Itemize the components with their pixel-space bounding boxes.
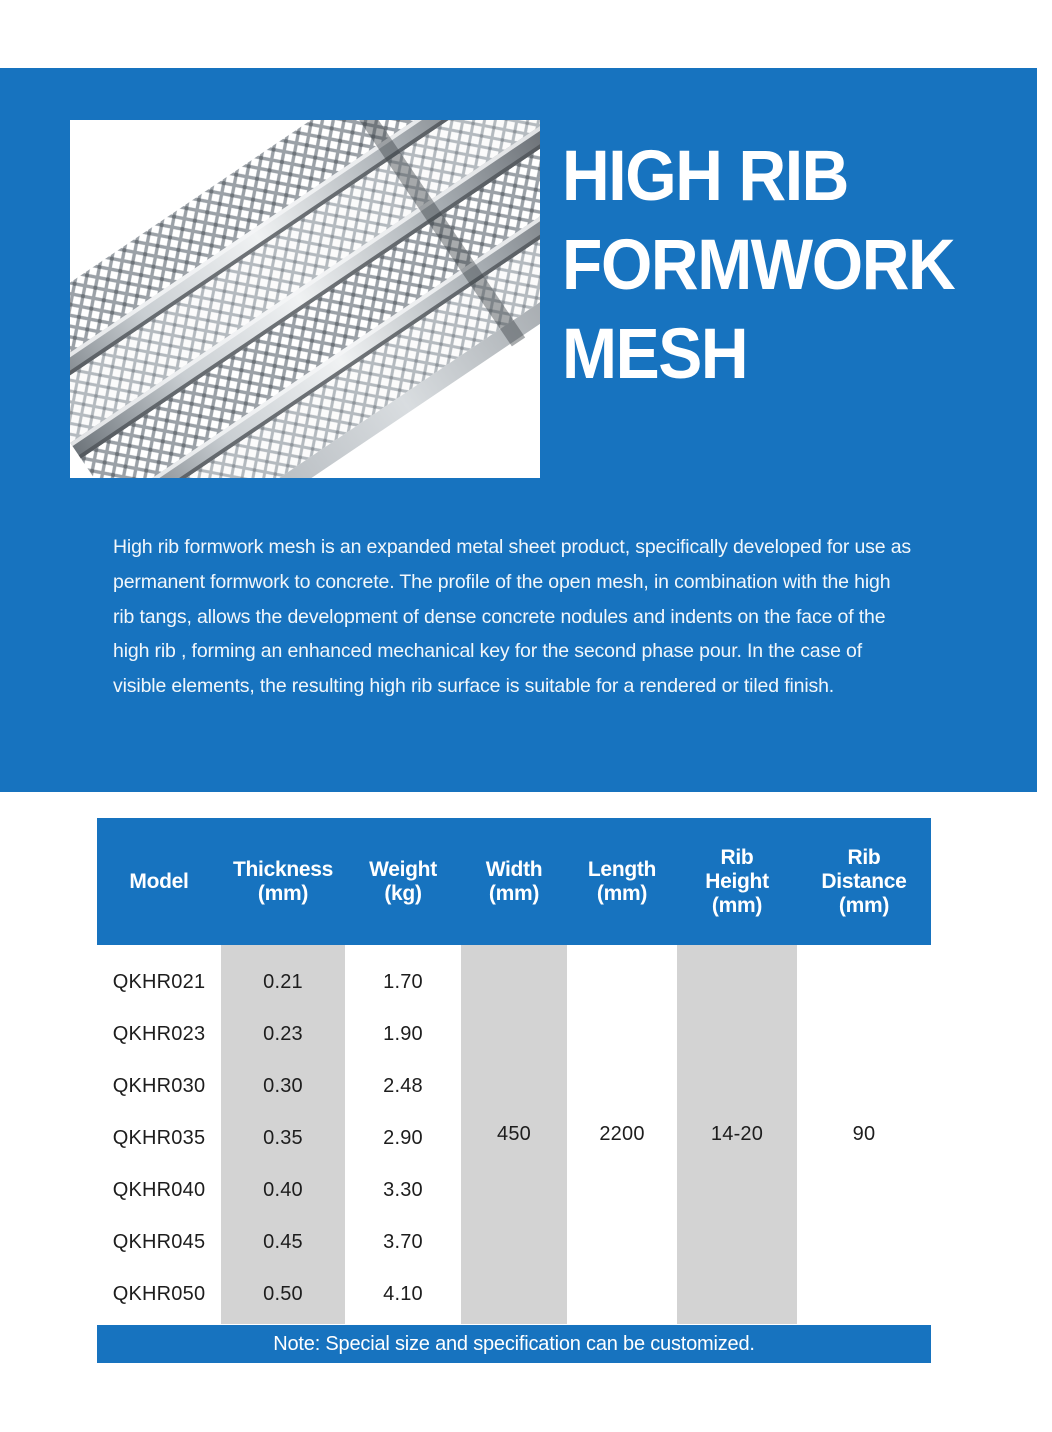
header-label-line2: (mm) (488, 881, 540, 905)
note-text: Note: Special size and specification can be customized. (273, 1332, 755, 1355)
cell-rib-height-merged: 14-20 (710, 1123, 764, 1145)
header-label: Model (129, 869, 189, 893)
cell-model: QKHR040 (112, 1178, 206, 1201)
hero-top-row (70, 120, 970, 480)
cell-model: QKHR023 (112, 1022, 206, 1045)
cell-weight: 3.70 (383, 1230, 423, 1253)
column-header-length (567, 858, 677, 906)
cell-weight: 2.90 (383, 1126, 423, 1149)
header-label-line2: Distance (821, 869, 907, 893)
cell-model: QKHR030 (112, 1074, 206, 1097)
header-label-line1: Weight (369, 857, 437, 881)
table-header-row (97, 818, 931, 945)
column-header-thickness (221, 858, 345, 906)
column-header-rib-distance (797, 846, 931, 918)
table-rows (97, 945, 931, 1324)
table-row (97, 1112, 931, 1164)
table-note-bar (97, 1325, 931, 1363)
cell-length-merged: 2200 (599, 1123, 645, 1145)
cell-weight: 3.30 (383, 1178, 423, 1201)
cell-thickness: 0.21 (263, 970, 303, 993)
cell-model: QKHR021 (112, 970, 206, 993)
table-row (97, 1164, 931, 1216)
header-label-line2: Height (705, 869, 769, 893)
cell-thickness: 0.23 (263, 1022, 303, 1045)
hero-banner (0, 68, 1037, 792)
cell-weight: 1.90 (383, 1022, 423, 1045)
cell-weight: 4.10 (383, 1282, 423, 1305)
cell-thickness: 0.30 (263, 1074, 303, 1097)
cell-thickness: 0.45 (263, 1230, 303, 1253)
header-label-line1: Thickness (232, 857, 333, 881)
header-label-line1: Rib (847, 845, 881, 869)
table-row (97, 1216, 931, 1268)
header-label-line1: Length (587, 857, 657, 881)
title-line-1: HIGH RIB (562, 137, 848, 216)
cell-model: QKHR050 (112, 1282, 206, 1305)
header-label-line2: (kg) (384, 881, 422, 905)
column-header-model (97, 870, 221, 894)
header-label-line3: (mm) (711, 893, 763, 917)
header-label-line3: (mm) (838, 893, 890, 917)
table-row (97, 1060, 931, 1112)
table-row (97, 1008, 931, 1060)
header-label-line2: (mm) (596, 881, 648, 905)
column-header-weight (345, 858, 461, 906)
cell-thickness: 0.40 (263, 1178, 303, 1201)
cell-width-merged: 450 (497, 1123, 531, 1145)
table-row (97, 1268, 931, 1320)
cell-weight: 2.48 (383, 1074, 423, 1097)
title-line-3: MESH (562, 315, 748, 394)
product-description: High rib formwork mesh is an expanded metal sheet product, specifically developed for use as permanent formwork to concrete. The profile of the open mesh, in combination with the high rib tangs, allows the development of dense concrete nodules and indents on the face of the high rib , forming an enhanced mechanical key for the second phase pour. In the case of visible elements, the resulting high rib surface is suitable for a rendered or tiled finish. (113, 536, 912, 698)
cell-thickness: 0.35 (263, 1126, 303, 1149)
header-label-line2: (mm) (257, 881, 309, 905)
column-header-width (461, 858, 567, 906)
header-label-line1: Width (485, 857, 543, 881)
specification-table (97, 818, 931, 1324)
product-photo (70, 120, 540, 478)
title-line-2: FORMWORK (562, 226, 955, 305)
table-body (97, 945, 931, 1324)
cell-model: QKHR045 (112, 1230, 206, 1253)
header-label-line1: Rib (720, 845, 754, 869)
cell-weight: 1.70 (383, 970, 423, 993)
cell-model: QKHR035 (112, 1126, 206, 1149)
high-rib-mesh-illustration (70, 120, 540, 478)
cell-thickness: 0.50 (263, 1282, 303, 1305)
column-header-rib-height (677, 846, 797, 918)
page-title (562, 132, 953, 399)
cell-rib-distance-merged: 90 (852, 1123, 876, 1145)
table-row (97, 956, 931, 1008)
